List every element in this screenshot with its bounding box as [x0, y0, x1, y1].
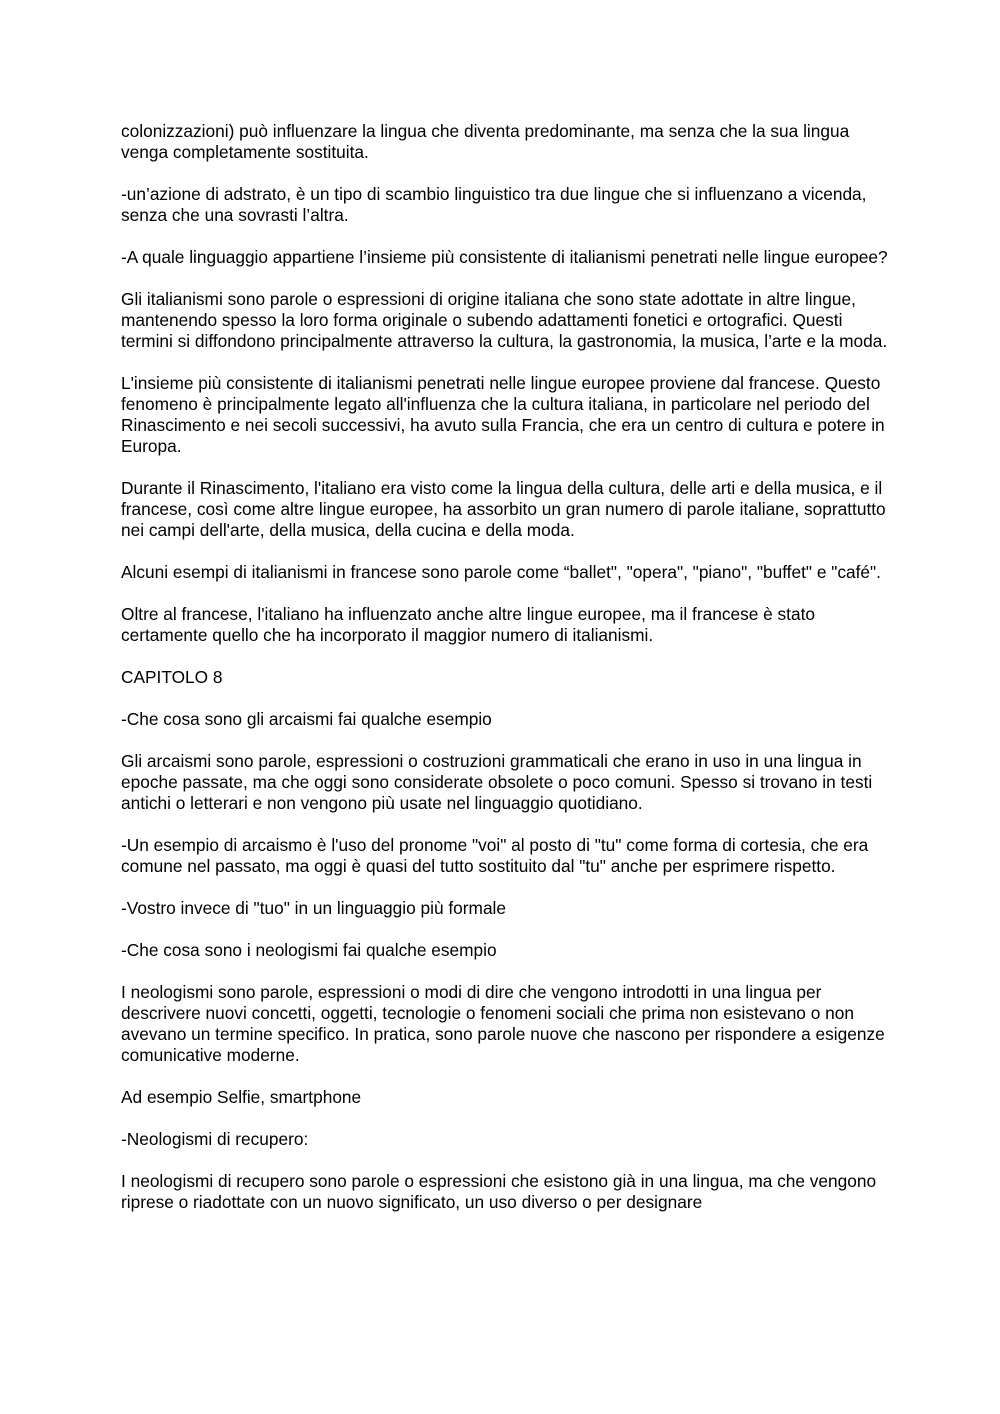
document-page: [121, 121, 896, 1234]
paragraph-arcaismi-definition: Gli arcaismi sono parole, espressioni o costruzioni grammaticali che erano in uso in una lingua in epoche passate, ma che oggi sono considerate obsolete o poco comuni. Spesso si trovano in testi antichi o letterari e non vengono più usate nel linguaggio quotidiano.: [121, 751, 873, 813]
question-italianismi: -A quale linguaggio appartiene l’insieme più consistente di italianismi penetrati nelle lingue europee?: [121, 247, 888, 267]
question-neologismi: -Che cosa sono i neologismi fai qualche esempio: [121, 940, 497, 960]
paragraph-esempi-italianismi: Alcuni esempi di italianismi in francese sono parole come “ballet", "opera", "piano", "buffet" e "café".: [121, 562, 881, 582]
question-arcaismi: -Che cosa sono gli arcaismi fai qualche esempio: [121, 709, 492, 729]
paragraph-colonizzazioni: colonizzazioni) può influenzare la lingua che diventa predominante, ma senza che la sua lingua venga completamente sostituita.: [121, 121, 850, 162]
paragraph-rinascimento: Durante il Rinascimento, l'italiano era visto come la lingua della cultura, delle arti e della musica, e il francese, così come altre lingue europee, ha assorbito un gran numero di parole italiane, soprattutto nei campi dell'arte, della musica, della cucina e della moda.: [121, 478, 886, 540]
paragraph-arcaismo-esempio: -Un esempio di arcaismo è l'uso del pronome "voi" al posto di "tu" come forma di cortesia, che era comune nel passato, ma oggi è quasi del tutto sostituito dal "tu" anche per esprimere rispetto.: [121, 835, 869, 876]
paragraph-adstrato: -un’azione di adstrato, è un tipo di scambio linguistico tra due lingue che si influenzano a vicenda, senza che una sovrasti l’altra.: [121, 184, 867, 225]
paragraph-neologismi-definition: I neologismi sono parole, espressioni o modi di dire che vengono introdotti in una lingua per descrivere nuovi concetti, oggetti, tecnologie o fenomeni sociali che prima non esistevano o non avevano un termine specifico. In pratica, sono parole nuove che nascono per rispondere a esigenze comunicative moderne.: [121, 982, 885, 1065]
paragraph-italianismi-francese: L'insieme più consistente di italianismi penetrati nelle lingue europee proviene dal francese. Questo fenomeno è principalmente legato all'influenza che la cultura italiana, in particolare nel periodo del Rinascimento e nei secoli successivi, ha avuto sulla Francia, che era un centro di cultura e potere in Europa.: [121, 373, 885, 456]
paragraph-altre-lingue: Oltre al francese, l'italiano ha influenzato anche altre lingue europee, ma il francese è stato certamente quello che ha incorporato il maggior numero di italianismi.: [121, 604, 816, 645]
paragraph-neologismi-esempio: Ad esempio Selfie, smartphone: [121, 1087, 362, 1107]
paragraph-neologismi-recupero: I neologismi di recupero sono parole o espressioni che esistono già in una lingua, ma che vengono riprese o riadottate con un nuovo significato, un uso diverso o per designare: [121, 1171, 877, 1212]
paragraph-italianismi-definition: Gli italianismi sono parole o espressioni di origine italiana che sono state adottate in altre lingue, mantenendo spesso la loro forma originale o subendo adattamenti fonetici e ortografici. Questi termini si diffondono principalmente attraverso la cultura, la gastronomia, la musica, l’arte e la moda.: [121, 289, 888, 351]
paragraph-vostro: -Vostro invece di "tuo" in un linguaggio più formale: [121, 898, 507, 918]
heading-neologismi-recupero: -Neologismi di recupero:: [121, 1129, 309, 1149]
chapter-heading: CAPITOLO 8: [121, 667, 223, 687]
